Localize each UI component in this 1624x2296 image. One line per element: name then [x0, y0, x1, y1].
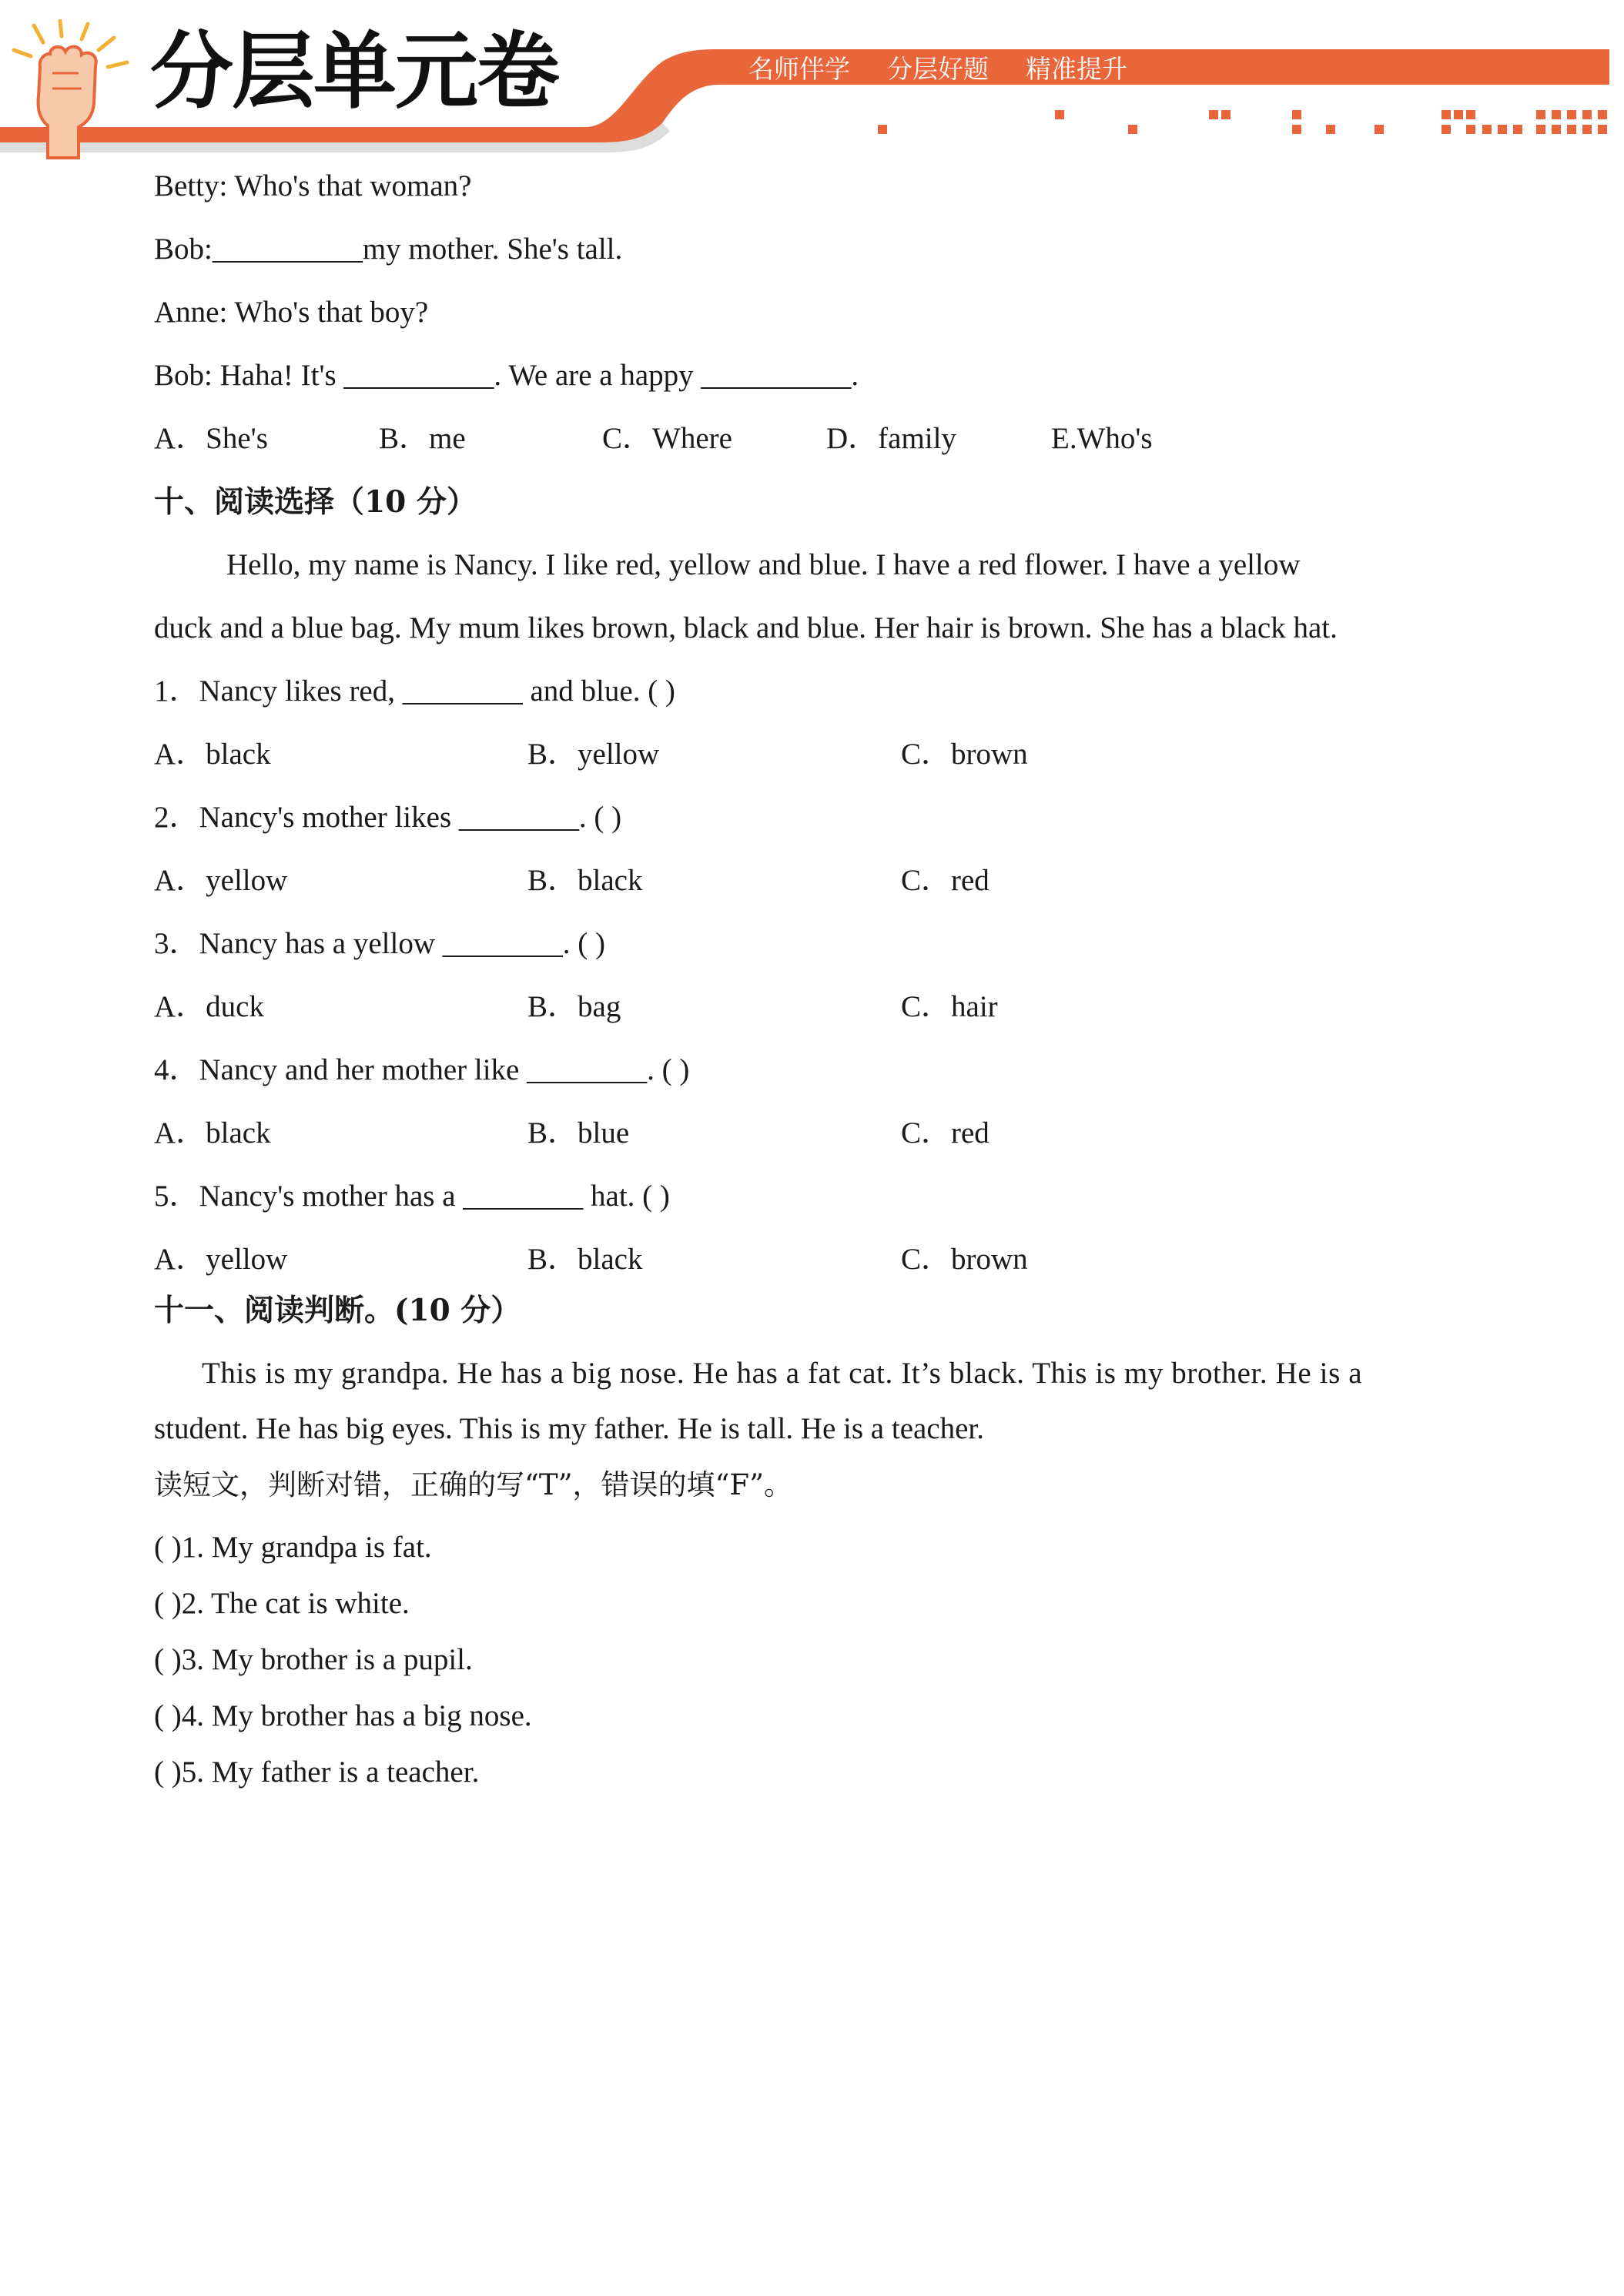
answer-option: B．blue [527, 1116, 630, 1150]
passage-line: student. He has big eyes. This is my father. He is tall. He is a teacher. [154, 1412, 985, 1445]
dialogue-line: Anne: Who's that boy? [154, 296, 429, 329]
answer-option: C．brown [901, 1243, 1028, 1276]
judgement-item: ( )3. My brother is a pupil. [154, 1643, 473, 1676]
judgement-item: ( )4. My brother has a big nose. [154, 1699, 532, 1732]
dialogue-option: C．Where [602, 422, 732, 455]
answer-option: C．hair [901, 990, 998, 1023]
answer-option: C．brown [901, 738, 1028, 771]
judgement-item: ( )1. My grandpa is fat. [154, 1531, 432, 1564]
passage-line: Hello, my name is Nancy. I like red, yellow and blue. I have a red flower. I have a yellow [226, 548, 1301, 581]
question-stem: 5．Nancy's mother has a ________ hat. ( ) [154, 1180, 670, 1213]
question-stem: 1．Nancy likes red, ________ and blue. ( ) [154, 674, 675, 708]
slogan-2: 分层好题 [887, 54, 989, 84]
dialogue-option: E.Who's [1051, 422, 1153, 455]
dialogue-option: D．family [826, 422, 956, 455]
passage-line: This is my grandpa. He has a big nose. He has a fat cat. It’s black. This is my brother. He is a [202, 1357, 1363, 1390]
dialogue-option: B．me [379, 422, 466, 455]
slogan-1: 名师伴学 [748, 54, 850, 84]
judgement-item: ( )2. The cat is white. [154, 1587, 410, 1620]
answer-option: A．black [154, 738, 271, 771]
brand-title: 分层单元卷 [150, 24, 559, 120]
answer-option: A．yellow [154, 864, 288, 897]
section-heading: 十一、阅读判断。(10 分） [154, 1293, 521, 1328]
answer-option: A．duck [154, 990, 264, 1023]
dialogue-option: A．She's [154, 422, 268, 455]
answer-option: C．red [901, 1116, 989, 1150]
question-stem: 2．Nancy's mother likes ________. ( ) [154, 801, 622, 834]
answer-option: B．bag [527, 990, 621, 1023]
answer-option: B．yellow [527, 738, 660, 771]
dialogue-line: Bob:__________my mother. She's tall. [154, 233, 623, 266]
answer-option: C．red [901, 864, 989, 897]
answer-option: B．black [527, 1243, 643, 1276]
passage-line: duck and a blue bag. My mum likes brown, black and blue. Her hair is brown. She has a black hat. [154, 611, 1338, 644]
fist-icon [8, 19, 139, 162]
section-heading: 十、阅读选择（10 分） [154, 484, 477, 520]
instruction-text: 读短文，判断对错，正确的写“T”，错误的填“F”。 [154, 1468, 793, 1501]
dialogue-line: Betty: Who's that woman? [154, 169, 472, 202]
judgement-item: ( )5. My father is a teacher. [154, 1755, 480, 1789]
question-stem: 3．Nancy has a yellow ________. ( ) [154, 927, 605, 960]
question-stem: 4．Nancy and her mother like ________. ( ) [154, 1053, 690, 1086]
page-header [0, 0, 1624, 166]
dialogue-line: Bob: Haha! It's __________. We are a happy __________. [154, 359, 859, 392]
answer-option: B．black [527, 864, 643, 897]
slogan-3: 精准提升 [1026, 54, 1127, 84]
answer-option: A．black [154, 1116, 271, 1150]
answer-option: A．yellow [154, 1243, 288, 1276]
